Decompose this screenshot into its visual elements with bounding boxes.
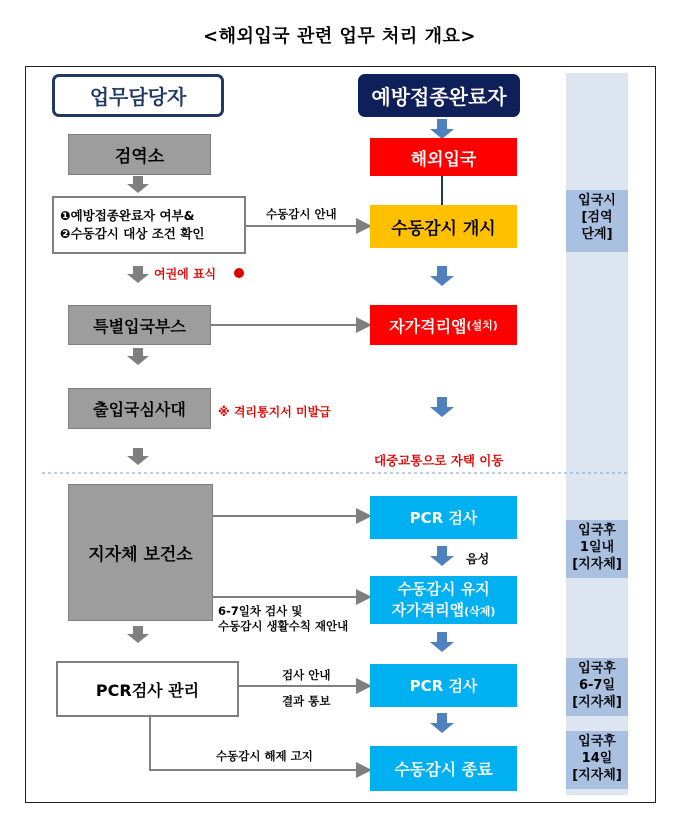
passive-keep-app: 자가격리앱 [391,601,465,619]
phase-line: 입국후 [578,661,616,676]
arrow-down [127,348,149,365]
phase-line: 단계] [581,227,613,242]
phase-line: [검역 [581,210,613,225]
label-result-notice: 결과 통보 [282,694,331,708]
phase-line: [지자체] [572,557,622,572]
label-day67-reguide [218,604,348,634]
arrow-down [127,626,149,643]
phase-line: [지자체] [572,695,622,710]
arrow-down [430,713,454,733]
box-self-quarantine-app-install [370,305,517,345]
box-passive-monitoring-end: 수동감시 종료 [370,746,517,791]
label-release-notice: 수동감시 해제 고지 [216,749,313,763]
box-quarantine-station: 검역소 [68,134,211,175]
day67-line-1: 6-7일차 검사 및 [218,604,303,618]
phase-line: 6-7일 [578,678,616,693]
box-eligibility-check [52,196,246,254]
phase-line: 14일 [581,751,613,766]
phase-line: 입국시 [578,193,616,208]
passive-keep-line-1: 수동감시 유지 [397,580,490,598]
arrow-down [430,397,454,417]
label-test-guide: 검사 안내 [282,668,331,682]
arrow-down [430,266,454,286]
box-pcr-test-day67: PCR 검사 [370,664,517,707]
arrow-down [127,448,149,465]
note-no-quarantine-notice: ※ 격리통지서 미발급 [218,405,331,419]
box-passive-monitoring-keep [370,576,517,624]
box-immigration-desk: 출입국심사대 [68,388,211,429]
box-pcr-test-day1: PCR 검사 [370,496,517,539]
app-install-label: 자가격리앱 [389,316,467,336]
header-vaccinated: 예방접종완료자 [358,74,520,117]
arrow-down [127,266,149,283]
diagram-title: <해외입국 관련 업무 처리 개요> [203,26,476,47]
arrow-down [430,119,454,139]
passive-keep-line-2 [370,600,517,622]
box-local-health-center: 지자체 보건소 [68,484,213,621]
passive-keep-suffix: (삭제) [464,605,496,618]
arrow-down [430,632,454,652]
check-line-1: ❶예방접종완료자 여부& [60,208,195,223]
box-passive-monitoring-start: 수동감시 개시 [370,205,517,248]
check-line-2: ❷수동감시 대상 조건 확인 [60,226,205,241]
note-public-transport-home: 대중교통으로 자택 이동 [374,453,504,468]
label-passive-guide: 수동감시 안내 [266,207,337,221]
red-dot-icon [234,268,244,278]
phase-line: [지자체] [572,768,622,783]
day67-line-2: 수동감시 생활수칙 재안내 [218,619,349,633]
header-staff: 업무담당자 [52,74,224,117]
arrow-down [127,176,149,193]
phase-line: 입국후 [578,734,616,749]
box-pcr-management: PCR검사 관리 [56,661,239,717]
phase-line: 입국후 [578,523,616,538]
box-overseas-entry: 해외입국 [370,138,517,176]
app-install-suffix: (설치) [466,319,498,332]
arrow-down [430,546,454,566]
box-special-entry-booth: 특별입국부스 [68,305,211,345]
phase-line: 1일내 [579,540,615,555]
note-negative: 음성 [466,552,490,566]
note-passport-mark: 여권에 표식 [154,267,217,281]
